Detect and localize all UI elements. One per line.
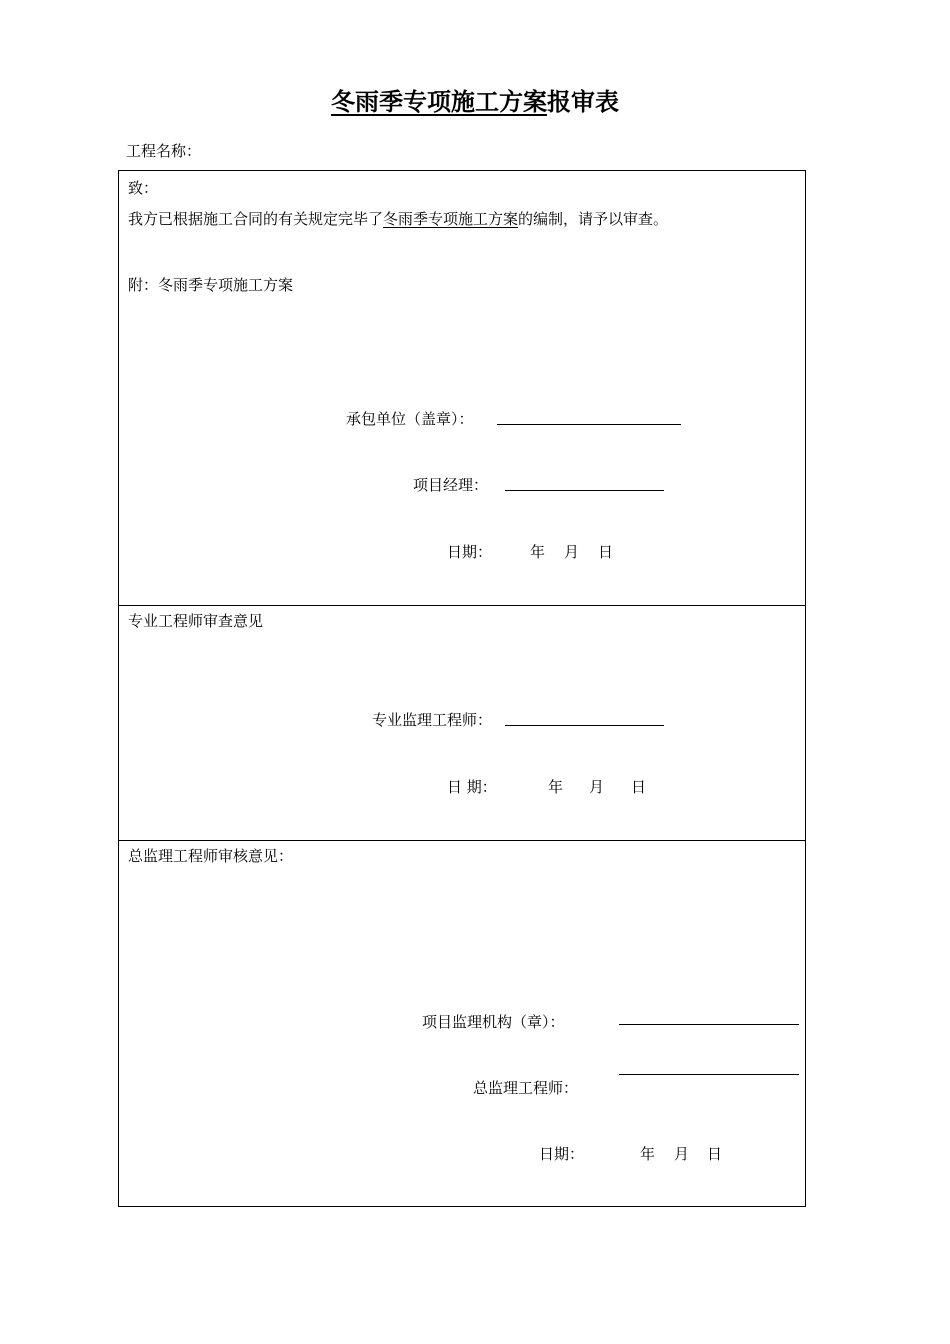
submission-date-label: 日期： — [447, 543, 493, 561]
chief-review-section — [119, 840, 805, 1206]
chief-day-label: 日 — [707, 1145, 723, 1163]
submission-statement — [128, 208, 668, 229]
submission-day-label: 日 — [598, 543, 614, 561]
supervision-org-label: 项目监理机构（章）： — [422, 1013, 565, 1031]
project-manager-label: 项目经理： — [413, 476, 489, 494]
project-manager-signature-line[interactable] — [505, 490, 664, 491]
engineer-month-label: 月 — [589, 778, 605, 796]
title-plan-name: 冬雨季专项施工方案 — [331, 87, 547, 116]
engineer-label: 专业监理工程师： — [372, 711, 493, 729]
attachment-label: 附：冬雨季专项施工方案 — [128, 276, 294, 294]
submission-month-label: 月 — [564, 543, 580, 561]
submission-year-label: 年 — [530, 543, 546, 561]
chief-engineer-signature-line[interactable] — [619, 1074, 799, 1075]
contractor-label: 承包单位（盖章）： — [346, 410, 474, 428]
chief-date-label: 日期： — [539, 1145, 585, 1163]
statement-plan-name: 冬雨季专项施工方案 — [383, 210, 519, 228]
submission-section — [119, 171, 805, 605]
engineer-review-section — [119, 605, 805, 840]
chief-engineer-label: 总监理工程师： — [473, 1079, 579, 1097]
statement-suffix: 的编制，请予以审查。 — [518, 210, 669, 228]
supervision-org-signature-line[interactable] — [619, 1024, 799, 1025]
approval-form-table — [118, 170, 806, 1207]
engineer-review-heading: 专业工程师审查意见 — [128, 612, 264, 630]
statement-prefix: 我方已根据施工合同的有关规定完毕了 — [128, 210, 384, 228]
chief-review-heading: 总监理工程师审核意见： — [128, 847, 294, 865]
title-suffix: 报审表 — [547, 87, 619, 116]
contractor-signature-line[interactable] — [497, 424, 681, 425]
engineer-year-label: 年 — [548, 778, 564, 796]
document-title — [0, 82, 950, 117]
engineer-day-label: 日 — [631, 778, 647, 796]
chief-month-label: 月 — [674, 1145, 690, 1163]
project-name-label: 工程名称： — [126, 142, 202, 160]
engineer-date-label: 日 期： — [447, 778, 497, 796]
engineer-signature-line[interactable] — [505, 725, 664, 726]
to-label: 致： — [128, 179, 159, 197]
chief-year-label: 年 — [640, 1145, 656, 1163]
